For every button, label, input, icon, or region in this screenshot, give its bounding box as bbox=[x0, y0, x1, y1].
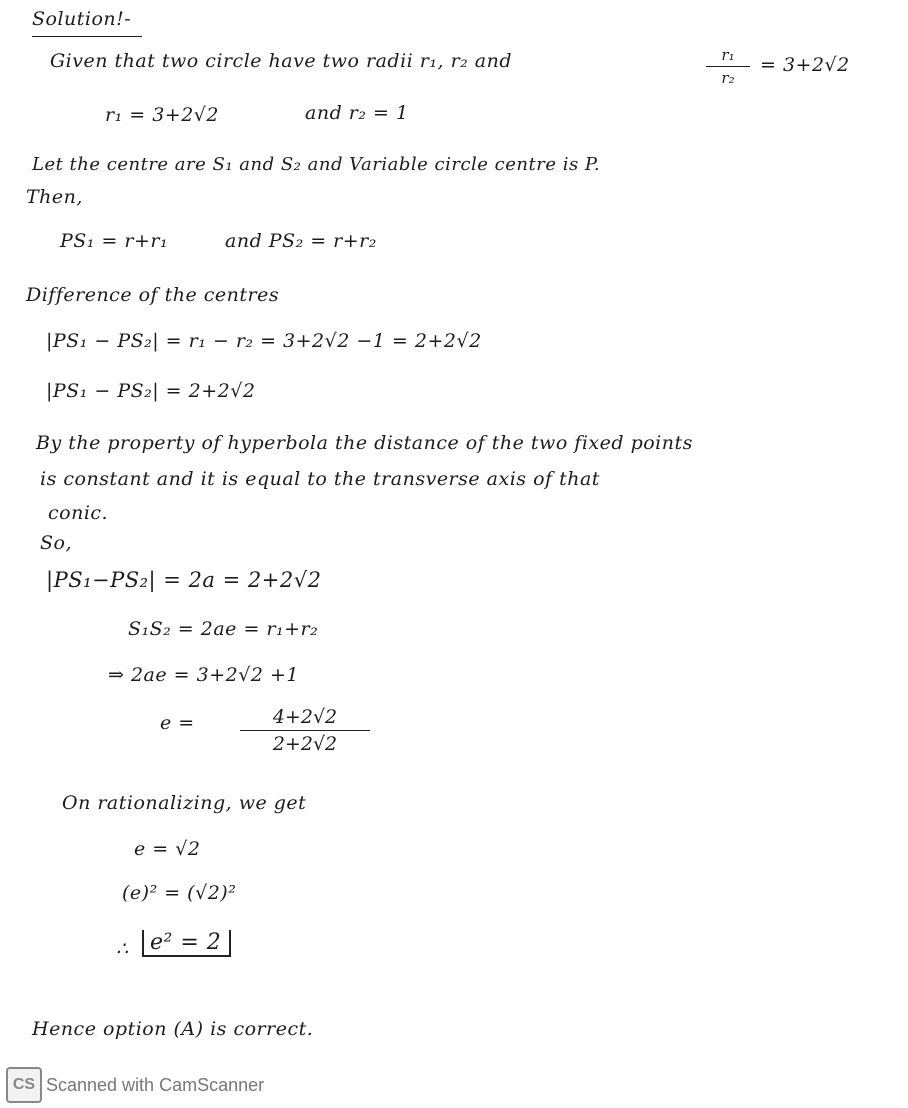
ps-line-2: and PS₂ = r+r₂ bbox=[225, 230, 377, 252]
property-line-1: By the property of hyperbola the distance of the two fixed points bbox=[36, 432, 693, 454]
final-answer-box bbox=[142, 930, 231, 957]
solution-title: Solution!- bbox=[32, 8, 132, 30]
final-answer: e² = 2 bbox=[142, 930, 231, 957]
then-label: Then, bbox=[26, 186, 83, 208]
given-line: Given that two circle have two radii r₁, r₂ and bbox=[50, 50, 513, 72]
eq-2ae: ⇒ 2ae = 3+2√2 +1 bbox=[108, 664, 299, 686]
e-label: e = bbox=[160, 712, 195, 734]
ratio-denominator: r₂ bbox=[721, 69, 735, 87]
eq-s1s2: S₁S₂ = 2ae = r₁+r₂ bbox=[128, 618, 319, 640]
ps-line-1: PS₁ = r+r₁ bbox=[60, 230, 169, 252]
ratio-value: = 3+2√2 bbox=[760, 54, 850, 76]
eq-2a: |PS₁−PS₂| = 2a = 2+2√2 bbox=[46, 568, 322, 592]
e-squared: (e)² = (√2)² bbox=[122, 882, 237, 904]
ratio-fraction bbox=[706, 46, 750, 87]
ratio-numerator: r₁ bbox=[706, 46, 750, 67]
centres-line: Let the centre are S₁ and S₂ and Variable circle centre is P. bbox=[32, 154, 601, 175]
title-underline bbox=[32, 36, 142, 37]
e-result: e = √2 bbox=[134, 838, 201, 860]
conclusion-line: Hence option (A) is correct. bbox=[32, 1018, 314, 1040]
so-label: So, bbox=[40, 532, 72, 554]
camscanner-logo: CS bbox=[6, 1067, 42, 1103]
difference-heading: Difference of the centres bbox=[26, 284, 280, 306]
r1-value: r₁ = 3+2√2 bbox=[105, 104, 219, 126]
camscanner-watermark bbox=[6, 1066, 268, 1104]
property-line-2: is constant and it is equal to the transverse axis of that bbox=[40, 468, 600, 490]
camscanner-text: Scanned with CamScanner bbox=[46, 1074, 265, 1095]
e-fraction bbox=[240, 706, 370, 755]
diff-line-1: |PS₁ − PS₂| = r₁ − r₂ = 3+2√2 −1 = 2+2√2 bbox=[46, 330, 482, 352]
e-fraction-numerator: 4+2√2 bbox=[240, 706, 370, 731]
rationalizing-line: On rationalizing, we get bbox=[62, 792, 307, 814]
therefore-symbol: ∴ bbox=[116, 938, 129, 960]
diff-line-2: |PS₁ − PS₂| = 2+2√2 bbox=[46, 380, 256, 402]
e-fraction-denominator: 2+2√2 bbox=[272, 733, 338, 755]
r2-value: and r₂ = 1 bbox=[305, 102, 409, 124]
property-line-3: conic. bbox=[48, 502, 109, 524]
